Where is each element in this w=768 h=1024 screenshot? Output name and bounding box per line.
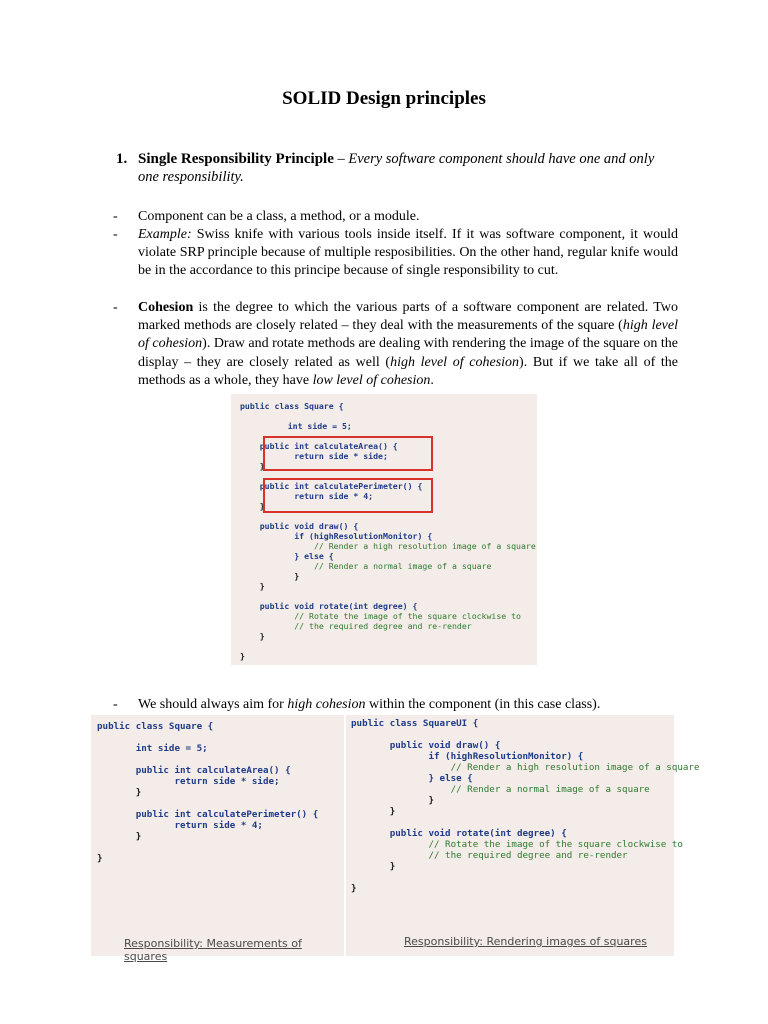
- code-block: public class Square { int side = 5; public int calculateArea() { return side * side; } public int calculatePerimeter() { return side * 4; } public void draw() { if (highResolutionMonitor) { // Render a high resolution image of a square } else { // Render a normal image of a square } } public void rotate(int degree) { // Rotate the image of the square clockwise to // the required degree and re-render } }: [240, 401, 536, 661]
- section-title: Single Responsibility Principle: [138, 151, 334, 167]
- page-title: SOLID Design principles: [282, 88, 486, 109]
- bullet-text: Component can be a class, a method, or a module.: [138, 209, 420, 224]
- bullet-dash: -: [113, 697, 118, 712]
- high-cohesion-text-2: within the component (in this case class).: [365, 697, 601, 712]
- code-block: public class Square { int side = 5; public int calculateArea() { return side * side; } public int calculatePerimeter() { return side * 4; } }: [97, 721, 319, 864]
- cohesion-text-2: ). Draw and rotate methods are dealing with rendering the image of the square on the display – they are closely related as well (: [138, 336, 678, 370]
- example-text: Swiss knife with various tools inside itself. If it was software component, it would violate SRP principle because of multiple resposibilities. On the other hand, regular knife would be in the accordance to this principe because of single responsibility to cut.: [138, 227, 678, 279]
- bullet-dash: -: [113, 227, 118, 242]
- cohesion-italic-1: high level of cohesion: [138, 318, 679, 352]
- cohesion-text-4: .: [430, 372, 434, 388]
- section-intro: Every software component should have one and only one responsibility.: [138, 151, 655, 185]
- square-ui-code-image: [346, 715, 700, 956]
- high-cohesion-italic: high cohesion: [287, 697, 366, 712]
- high-cohesion-text-1: We should always aim for: [138, 697, 288, 712]
- code-block: public class SquareUI { public void draw() { if (highResolutionMonitor) { // Render a high resolution image of a square } else { // Render a normal image of a square } } public void rotate(int degree) { // Rotate the image of the square clockwise to // the required degree and re-render } }: [351, 718, 700, 894]
- bullet-cohesion: [113, 299, 678, 390]
- example-label: Example:: [138, 227, 192, 242]
- highlight-box-area: [263, 436, 433, 471]
- bullet-component-types: [113, 208, 678, 226]
- section-number: 1.: [116, 151, 128, 167]
- bullet-high-cohesion: [113, 696, 678, 714]
- cohesion-text-3: ). But if we take all of the methods as a whole, they have: [138, 354, 679, 388]
- cohesion-term: Cohesion: [138, 300, 194, 315]
- caption-rendering: Responsibility: Rendering images of squares: [404, 935, 647, 948]
- bullet-dash: -: [113, 300, 118, 315]
- cohesion-text-1: is the degree to which the various parts of a software component are related. Two marked methods are closely related – they deal with the measurements of the square (: [138, 300, 678, 334]
- bullet-dash: -: [113, 209, 118, 224]
- section-separator: –: [333, 151, 349, 167]
- square-measurements-code-image: [91, 715, 344, 963]
- square-class-code-image: [231, 394, 537, 665]
- cohesion-italic-3: low level of cohesion: [312, 372, 431, 388]
- cohesion-italic-2: high level of cohesion: [390, 354, 520, 370]
- bullet-example: [113, 226, 678, 281]
- highlight-box-perimeter: [263, 478, 433, 513]
- caption-measurements: Responsibility: Measurements of squares: [124, 937, 302, 963]
- section-heading: [116, 150, 678, 186]
